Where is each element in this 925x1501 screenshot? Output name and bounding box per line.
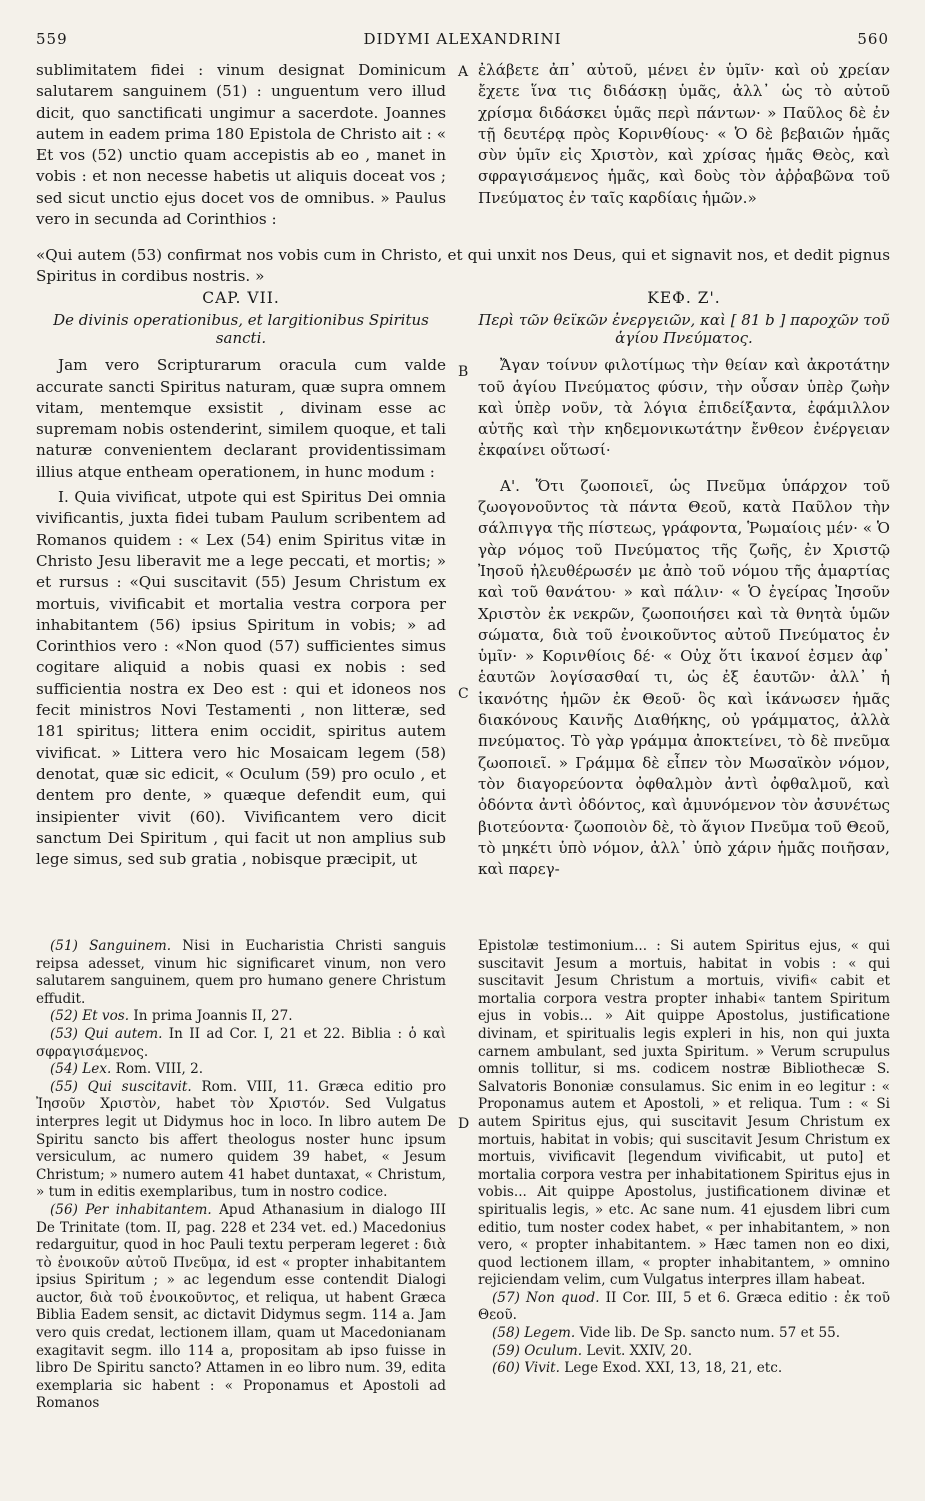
greek-continuation: ἐλάβετε ἀπ᾽ αὐτοῦ, μένει ἐν ὑμῖν· καὶ οὐ χρείαν ἔχετε ἵνα τις διδάσκῃ ὑμᾶς, ἀλλ᾽ ὡς τὸ αὐτοῦ χρίσμα διδάσκει ὑμᾶς περὶ πάντων· » Παῦλος δὲ ἐν τῇ δευτέρᾳ πρὸς Κορινθίους· « Ὁ δὲ βεβαιῶν ἡμᾶς σὺν ὑμῖν εἰς Χριστὸν, καὶ χρίσας ἡμᾶς Θεὸς, καὶ σφραγισάμενος ἡμᾶς, καὶ δοὺς τὸν ἀῤῥαβῶνα τοῦ Πνεύματος ἐν ταῖς καρδίαις ἡμῶν.» [478,61,890,207]
latin-paragraph: I. Quia vivificat, utpote qui est Spiritus Dei omnia vivificantis, juxta fidei tubam Paulum scribentem ad Romanos quidem : « Lex (54) enim Spiritus vitæ in Christo Jesu liberavit me a lege peccati, et mortis; » et rursus : «Qui suscitavit (55) Jesum Christum ex mortuis, vivificabit et mortalia vestra corpora per inhabitantem (56) ipsius Spiritum in vobis; » ad Corinthios vero : «Non quod (57) sufficientes simus cogitare aliquid a nobis quasi ex nobis : sed sufficientia nostra ex Deo est : qui et idoneos nos fecit ministros Novi Testamenti , non litteræ, sed 181 spiritus; littera enim occidit, spiritus autem vivificat. » Littera vero hic Mosaicam legem (58) denotat, quæ sic edicit, « Oculum (59) pro oculo , et dentem pro dente, » quæque defendit eum, qui insipienter vivit (60). Vivificantem vero dicit sanctum Dei Spiritum , qui facit ut non amplius sub lege simus, sed sub gratia , nobisque præcipit, ut [36,488,446,869]
footnote [36,1202,446,1413]
footnote-reference: (56) Per inhabitantem. [50,1201,212,1218]
top-latin-text [36,60,446,234]
footnote [36,938,446,1008]
footnote-text: Lege Exod. XXI, 13, 18, 21, etc. [559,1360,783,1377]
footnote-text: Levit. XXIV, 20. [582,1342,693,1359]
margin-letter-d: D [458,1116,470,1132]
footnote [478,938,890,1290]
footnote-reference: (52) Et vos. [50,1008,130,1025]
footnote-reference: (53) Qui autem. [50,1025,163,1042]
footnote-reference: (55) Qui suscitavit. [50,1078,192,1095]
spanning-quote: «Qui autem (53) confirmat nos vobis cum in Christo, et qui unxit nos Deus, qui et signavit nos, et dedit pignus Spiritus in cordibus nostris. » [36,246,890,285]
footnote [478,1343,890,1361]
footnote-reference: (59) Oculum. [492,1342,583,1359]
margin-letter-a: A [458,64,469,80]
footnote-reference: (60) Vivit. [492,1360,560,1377]
running-title: DIDYMI ALEXANDRINI [363,30,562,48]
footnote [478,1290,890,1325]
footnotes-right [478,938,890,1378]
footnote-text: In II ad Cor. I, 21 et 22. Biblia : ὁ καὶ σφραγισάμενος. [36,1025,446,1060]
footnote [36,1026,446,1061]
footnote-reference: (58) Legem. [492,1325,576,1342]
latin-paragraph: Jam vero Scripturarum oracula cum valde accurate sancti Spiritus naturam, quæ supra omnem vitam, mentemque exsistit , divinam esse ac supremam nobis ostenderint, similem quoque, et tali naturæ convenientem declarant providentissimam illius atque entheam operationem, in hunc modum : [36,356,446,481]
greek-chapter-title: ΚΕΦ. Ζ'. [647,289,721,307]
footnote [36,1079,446,1202]
footnote-text: Nisi in Eucharistia Christi sanguis reipsa adesset, vinum hic significaret vinum, non vero salutarem sanguinem, quem pro humano genere Christum effudit. [36,938,446,1007]
greek-paragraph: Α'. Ὅτι ζωοποιεῖ, ὡς Πνεῦμα ὑπάρχον τοῦ ζωογονοῦντος τὰ πάντα Θεοῦ, κατὰ Παῦλον τὴν σάλπιγγα τῆς πίστεως, γράφοντα, Ῥωμαίοις μέν· « Ὁ γὰρ νόμος τοῦ Πνεύματος τῆς ζωῆς, ἐν Χριστῷ Ἰησοῦ ἠλευθέρωσέν με ἀπὸ τοῦ νόμου τῆς ἁμαρτίας καὶ τοῦ θανάτου· » καὶ πάλιν· « Ὁ ἐγείρας Ἰησοῦν Χριστὸν ἐκ νεκρῶν, ζωοποιήσει καὶ τὰ θνητὰ ὑμῶν σώματα, διὰ τοῦ ἐνοικοῦντος αὐτοῦ Πνεύματος ἐν ὑμῖν· » Κορινθίοις δέ· « Οὐχ ὅτι ἱκανοί ἐσμεν ἀφ᾽ ἑαυτῶν λογίσασθαί τι, ὡς ἐξ ἑαυτῶν· ἀλλ᾽ ἡ ἱκανότης ἡμῶν ἐκ Θεοῦ· ὃς καὶ ἱκάνωσεν ἡμᾶς διακόνους Καινῆς Διαθήκης, οὐ γράμματος, ἀλλὰ πνεύματος. Τὸ γὰρ γράμμα ἀποκτείνει, τὸ δὲ πνεῦμα ζωοποιεῖ. » Γράμμα δὲ εἶπεν τὸν Μωσαϊκὸν νόμον, τὸν διαγορεύοντα ὀφθαλμὸν ἀντὶ ὀφθαλμοῦ, καὶ ὀδόντα ἀντὶ ὀδόντος, καὶ ἀμυνόμενον τὸν ἀσυνέτως βιοτεύοντα· ζωοποιὸν δὲ, τὸ ἅγιον Πνεῦμα τοῦ Θεοῦ, τὸ μηκέτι ὑπὸ νόμον, ἀλλ᾽ ὑπὸ χάριν ἡμᾶς ποιῆσαν, καὶ παρεγ- [478,476,890,879]
footnote-text: II Cor. III, 5 et 6. Græca editio : ἐκ τοῦ Θεοῦ. [478,1289,890,1324]
footnote [478,1360,890,1378]
greek-chapter-subtitle: Περὶ τῶν θεϊκῶν ἐνεργειῶν, καὶ [ 81 b ] παροχῶν τοῦ ἁγίου Πνεύματος. [478,311,890,348]
page-header [36,30,889,52]
latin-chapter-title: CAP. VII. [202,289,280,307]
footnote-reference: (57) Non quod. [492,1289,600,1306]
footnote [36,1008,446,1026]
latin-continuation: sublimitatem fidei : vinum designat Dominicum salutarem sanguinem (51) : unguentum vero illud dicit, quo sanctificati ungimur a sacerdote. Joannes autem in eadem prima 180 Epistola de Christo ait : « Et vos (52) unctio quam accepistis ab eo , manet in vobis : et non necesse habetis ut aliquis doceat vos ; sed sicut unctio ejus docet vos de omnibus. » Paulus vero in secunda ad Corinthios : [36,61,446,229]
footnote-text: Apud Athanasium in dialogo III De Trinitate (tom. II, pag. 228 et 234 vet. ed.) Macedonius redarguitur, quod in hoc Pauli textu perperam legeret : διὰ τὸ ἐνοικοῦν αὐτοῦ Πνεῦμα, id est « propter inhabitantem ipsius Spiritum ; » ac legendum esse contendit Dialogi auctor, διὰ τοῦ ἐνοικοῦντος, et reliqua, ut habent Græca Biblia Eadem sensit, ac dictavit Didymus segm. 114 a. Jam vero quis credat, lectionem illam, quam ut Macedonianam exagitavit segm. illo 114 a, propositam ab ipso fuisse in libro De Spiritu sancto? Attamen in eo libro num. 39, edita exemplaria sic habent : « Proponamus et Apostoli ad Romanos [36,1201,446,1412]
latin-chapter-subtitle: De divinis operationibus, et largitionibus Spiritus sancti. [53,311,429,348]
latin-chapter-column [36,288,446,874]
footnote-text: Rom. VIII, 2. [111,1061,204,1078]
footnote-text: Epistolæ testimonium... : Si autem Spiritus ejus, « qui suscitavit Jesum a mortuis, habitat in vobis : « qui suscitavit Jesum Christum a mortuis, vivifi« cabit et mortalia corpora vestra propter inhabi« tantem Spiritum ejus in vobis... » Ait quippe Apostolus, justificatione divinam, et spiritualis legis expleri in his, non qui juxta carnem ambulant, sed juxta Spiritum. » Verum scrupulus omnis tollitur, si ms. codicem nostræ Bibliothecæ S. Salvatoris Bononiæ consulamus. Sic enim in eo legitur : « Proponamus autem et Apostoli, » et reliqua. Tum : « Si autem Spiritus ejus, qui suscitavit Jesum Christum ex mortuis, habitat in vobis; qui suscitavit Jesum Christum ex mortuis, vivificavit [legendum vivificabit, ut puto] et mortalia corpora vestra per inhabitationem Spiritus ejus in vobis... Ait quippe Apostolus, justificationem divinæ et spiritualis legis, » etc. Ac sane num. 41 ejusdem libri cum editio, tum noster codex habet, « per inhabitantem, » non vero, « propter inhabitantem. » Hæc tamen non eo dixi, quod lectionem illam, « propter inhabitantem, » omnino rejiciendam velim, cum Vulgatus interpres illam habeat. [478,938,890,1289]
left-page-number: 559 [36,30,68,48]
right-page-number: 560 [857,30,889,48]
footnote-reference: (51) Sanguinem. [50,938,172,954]
top-greek-text [478,60,890,213]
greek-chapter-column [478,288,890,884]
footnotes-left [36,938,446,1413]
greek-paragraph: Ἄγαν τοίνυν φιλοτίμως τὴν θείαν καὶ ἀκροτάτην τοῦ ἁγίου Πνεύματος φύσιν, τὴν οὖσαν ὑπὲρ ζωὴν καὶ ὑπὲρ νοῦν, τὰ λόγια ἐπιδείξαντα, ἐφάμιλλον αὐτῆς καὶ τὴν κηδεμονικωτάτην ἔνθεον ἐνέργειαν ἐκφαίνει οὕτωσί· [478,356,890,460]
footnote [478,1325,890,1343]
footnote [36,1061,446,1079]
footnote-text: Rom. VIII, 11. Græca editio pro Ἰησοῦν Χριστὸν, habet τὸν Χριστόν. Sed Vulgatus interpres legit ut Didymus hoc in loco. In libro autem De Spiritu sancto bis affert theologus noster hunc ipsum versiculum, ac numero quidem 39 habet, « Jesum Christum; » numero autem 41 habet duntaxat, « Christum, » tum in editis exemplaribus, tum in nostro codice. [36,1078,447,1201]
footnote-reference: (54) Lex. [50,1061,112,1078]
margin-letter-b: B [458,364,469,380]
footnote-text: Vide lib. De Sp. sancto num. 57 et 55. [575,1325,841,1342]
footnote-text: In prima Joannis II, 27. [129,1008,293,1025]
margin-letter-c: C [458,686,469,702]
